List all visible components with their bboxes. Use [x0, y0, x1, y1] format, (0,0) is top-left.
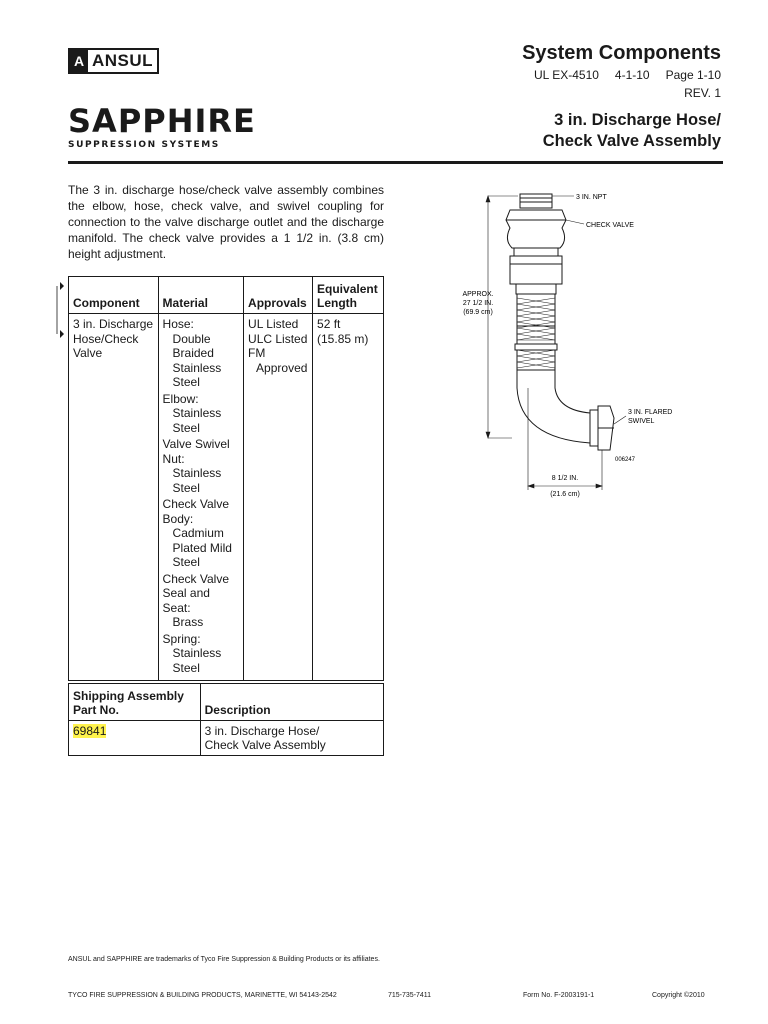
part-number-cell — [69, 721, 201, 756]
ansul-logo — [68, 48, 159, 74]
label-swivel-2: SWIVEL — [628, 418, 655, 425]
sapphire-logo-subtitle: SUPPRESSION SYSTEMS — [68, 140, 220, 150]
footer-company: TYCO FIRE SUPPRESSION & BUILDING PRODUCTS, MARINETTE, WI 54143-2542 — [68, 992, 337, 999]
description-cell: 3 in. Discharge Hose/ Check Valve Assembly — [200, 721, 383, 756]
component-table-header — [69, 277, 384, 314]
header-part-no: Shipping Assembly Part No. — [69, 684, 201, 721]
material-elbow: Elbow: Stainless Steel — [162, 391, 222, 435]
document-meta — [518, 68, 721, 82]
doc-date: 4-1-10 — [614, 68, 650, 82]
material-check-valve-seal: Check Valve Seal and Seat: Brass — [162, 571, 230, 629]
component-cell: 3 in. Discharge Hose/Check Valve — [69, 314, 159, 681]
material-cell — [158, 314, 244, 681]
material-hose: Hose: Double Braided Stainless Steel — [162, 317, 222, 389]
table-row — [69, 314, 384, 681]
intro-paragraph: The 3 in. discharge hose/check valve assembly combines the elbow, hose, check valve, and swivel coupling for connection to the valve discharge outlet and the discharge manifold. The check valve provides a 1 1/2 in. (3.8 cm) height adjustment. — [68, 183, 384, 261]
approvals-cell: UL Listed ULC Listed FM Approved — [244, 314, 313, 681]
material-check-valve-body: Check Valve Body: Cadmium Plated Mild Steel — [162, 497, 232, 569]
label-swivel-1: 3 IN. FLARED — [628, 409, 673, 416]
footer-form-number: Form No. F-2003191-1 — [523, 992, 595, 999]
revision: REV. 1 — [684, 86, 721, 100]
label-figure-number: 006247 — [615, 457, 636, 463]
page-title: System Components — [522, 42, 721, 64]
product-title-line2: Check Valve Assembly — [542, 132, 721, 150]
table-row — [69, 721, 384, 756]
label-npt: 3 IN. NPT — [576, 194, 607, 201]
label-check-valve: CHECK VALVE — [586, 222, 634, 229]
footer-copyright: Copyright ©2010 — [652, 992, 705, 999]
ansul-logo-text: ANSUL — [92, 51, 154, 70]
shipping-table — [68, 683, 384, 756]
revision-margin-mark — [56, 280, 64, 338]
part-number: 69841 — [73, 724, 107, 738]
label-height-3: (69.9 cm) — [463, 309, 493, 316]
page-number: Page 1-10 — [665, 68, 721, 82]
label-width-1: 8 1/2 IN. — [551, 475, 579, 482]
doc-id: UL EX-4510 — [533, 68, 599, 82]
sapphire-logo-name: SAPPHIRE — [68, 102, 256, 140]
shipping-table-header — [69, 684, 384, 721]
material-valve-swivel-nut: Valve Swivel Nut: Stainless Steel — [162, 437, 230, 495]
label-height-1: APPROX. — [462, 291, 494, 298]
hose-assembly-diagram — [440, 188, 740, 498]
header-description: Description — [200, 684, 383, 721]
material-spring: Spring: Stainless Steel — [162, 631, 222, 675]
length-cell: 52 ft (15.85 m) — [313, 314, 384, 681]
product-title-line1: 3 in. Discharge Hose/ — [554, 111, 721, 129]
swivel-nut — [510, 256, 562, 284]
header-approvals: Approvals — [244, 277, 313, 314]
npt-fitting — [520, 194, 552, 208]
header-divider — [68, 161, 723, 164]
product-title — [543, 110, 721, 152]
footer-phone: 715-735-7411 — [388, 992, 432, 999]
component-table — [68, 276, 384, 681]
check-valve-body — [506, 210, 566, 248]
sapphire-logo — [68, 104, 256, 150]
trademark-notice: ANSUL and SAPPHIRE are trademarks of Tyco Fire Suppression & Building Products or its affiliates. — [68, 956, 380, 963]
header-equivalent-length: Equivalent Length — [313, 277, 384, 314]
header-component: Component — [69, 277, 159, 314]
ansul-logo-mark: A — [70, 50, 88, 72]
label-height-2: 27 1/2 IN. — [462, 300, 494, 307]
header-material: Material — [158, 277, 244, 314]
label-width-2: (21.6 cm) — [550, 491, 580, 498]
